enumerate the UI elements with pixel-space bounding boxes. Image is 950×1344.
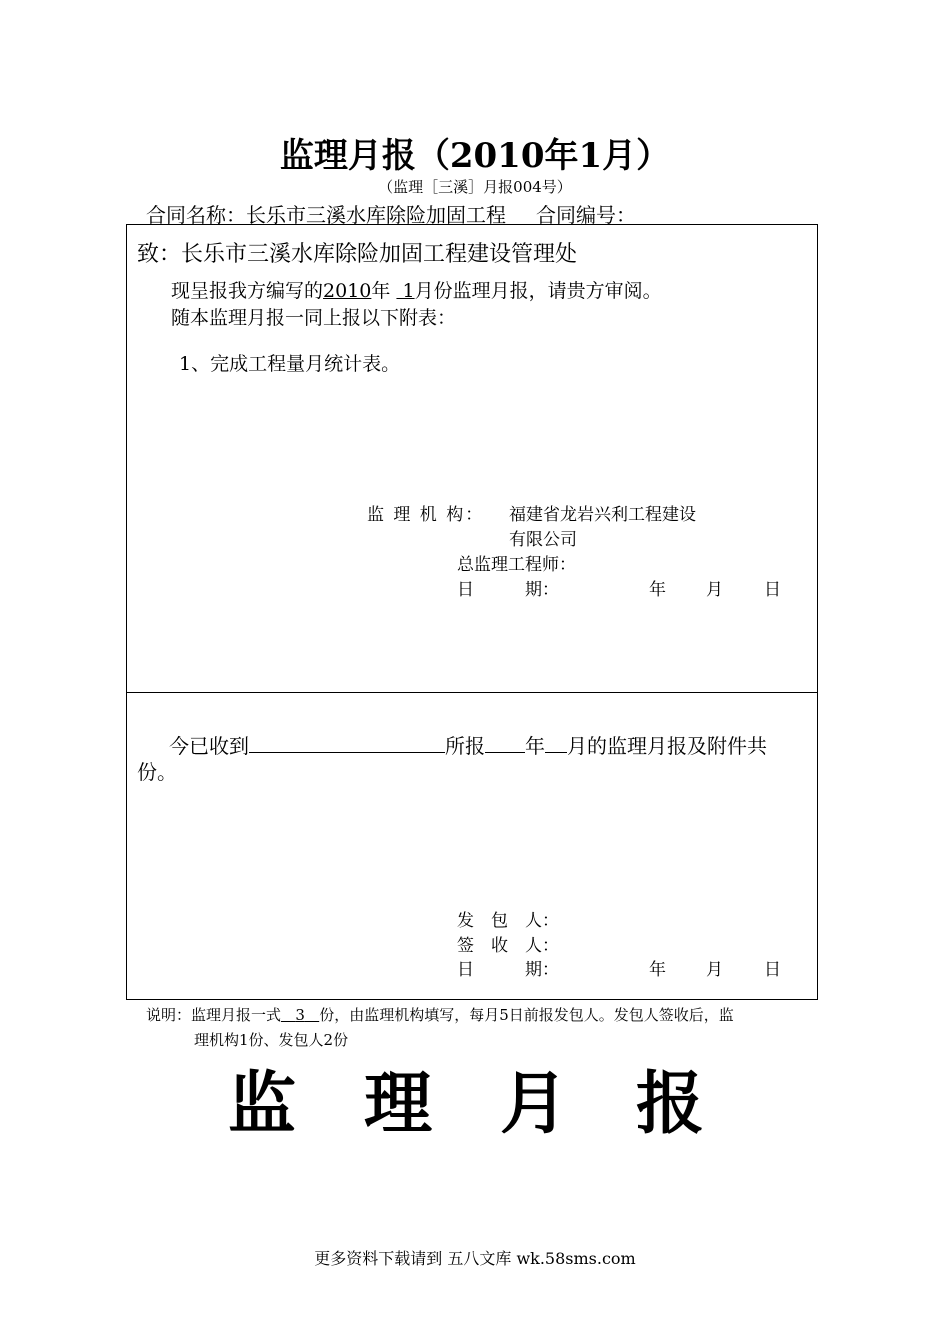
receiver-blank[interactable] (249, 734, 445, 753)
contract-name-label: 合同名称： (146, 203, 246, 227)
big-heading: 监理月报 (227, 1064, 772, 1144)
report-date-label: 日 期： (457, 580, 559, 600)
report-number: （监理［三溪］月报004号） (378, 178, 572, 196)
org-label: 监 理 机 构： (367, 505, 485, 525)
copies-count: 3 (295, 1006, 305, 1024)
receipt-line-end: 份。 (137, 760, 177, 784)
issuer-label: 发 包 人： (457, 911, 559, 931)
report-year: 2010 (323, 280, 372, 302)
contract-no-label: 合同编号： (536, 203, 636, 227)
report-form (126, 224, 818, 1000)
attachment-item: 1、完成工程量月统计表。 (179, 353, 401, 375)
chief-engineer-label: 总监理工程师： (457, 555, 576, 575)
page-title: 监理月报（2010年1月） (279, 136, 671, 176)
report-date-day: 日 (764, 580, 781, 600)
month-blank[interactable] (545, 734, 567, 753)
recipient: 致：长乐市三溪水库除险加固工程建设管理处 (137, 242, 578, 267)
report-line-2: 随本监理月报一同上报以下附表： (171, 307, 457, 329)
receipt-date-day: 日 (764, 960, 781, 980)
note-line-1: 说明：监理月报一式 3 份，由监理机构填写，每月5日前报发包人。发包人签收后，监 (146, 1006, 734, 1024)
org-name-line2: 有限公司 (509, 530, 577, 550)
receipt-line: 今已收到 所报 年 月的监理月报及附件共 (169, 734, 767, 758)
report-date-month: 月 (706, 580, 723, 600)
receipt-date-year: 年 (649, 960, 666, 980)
report-month: 1 (402, 280, 415, 302)
contract-name: 长乐市三溪水库除险加固工程 (246, 203, 506, 227)
signer-label: 签 收 人： (457, 936, 559, 956)
report-date-year: 年 (649, 580, 666, 600)
footer-link[interactable]: 更多资料下载请到 五八文库 wk.58sms.com (314, 1249, 636, 1268)
org-name-line1: 福建省龙岩兴利工程建设 (509, 505, 696, 525)
receipt-date-label: 日 期： (457, 960, 559, 980)
year-blank[interactable] (485, 734, 525, 753)
section-divider (127, 692, 817, 693)
note-line-2: 理机构1份、发包人2份 (194, 1031, 349, 1049)
receipt-date-month: 月 (706, 960, 723, 980)
report-line-1: 现呈报我方编写的2010年 1月份监理月报，请贵方审阅。 (171, 280, 662, 302)
